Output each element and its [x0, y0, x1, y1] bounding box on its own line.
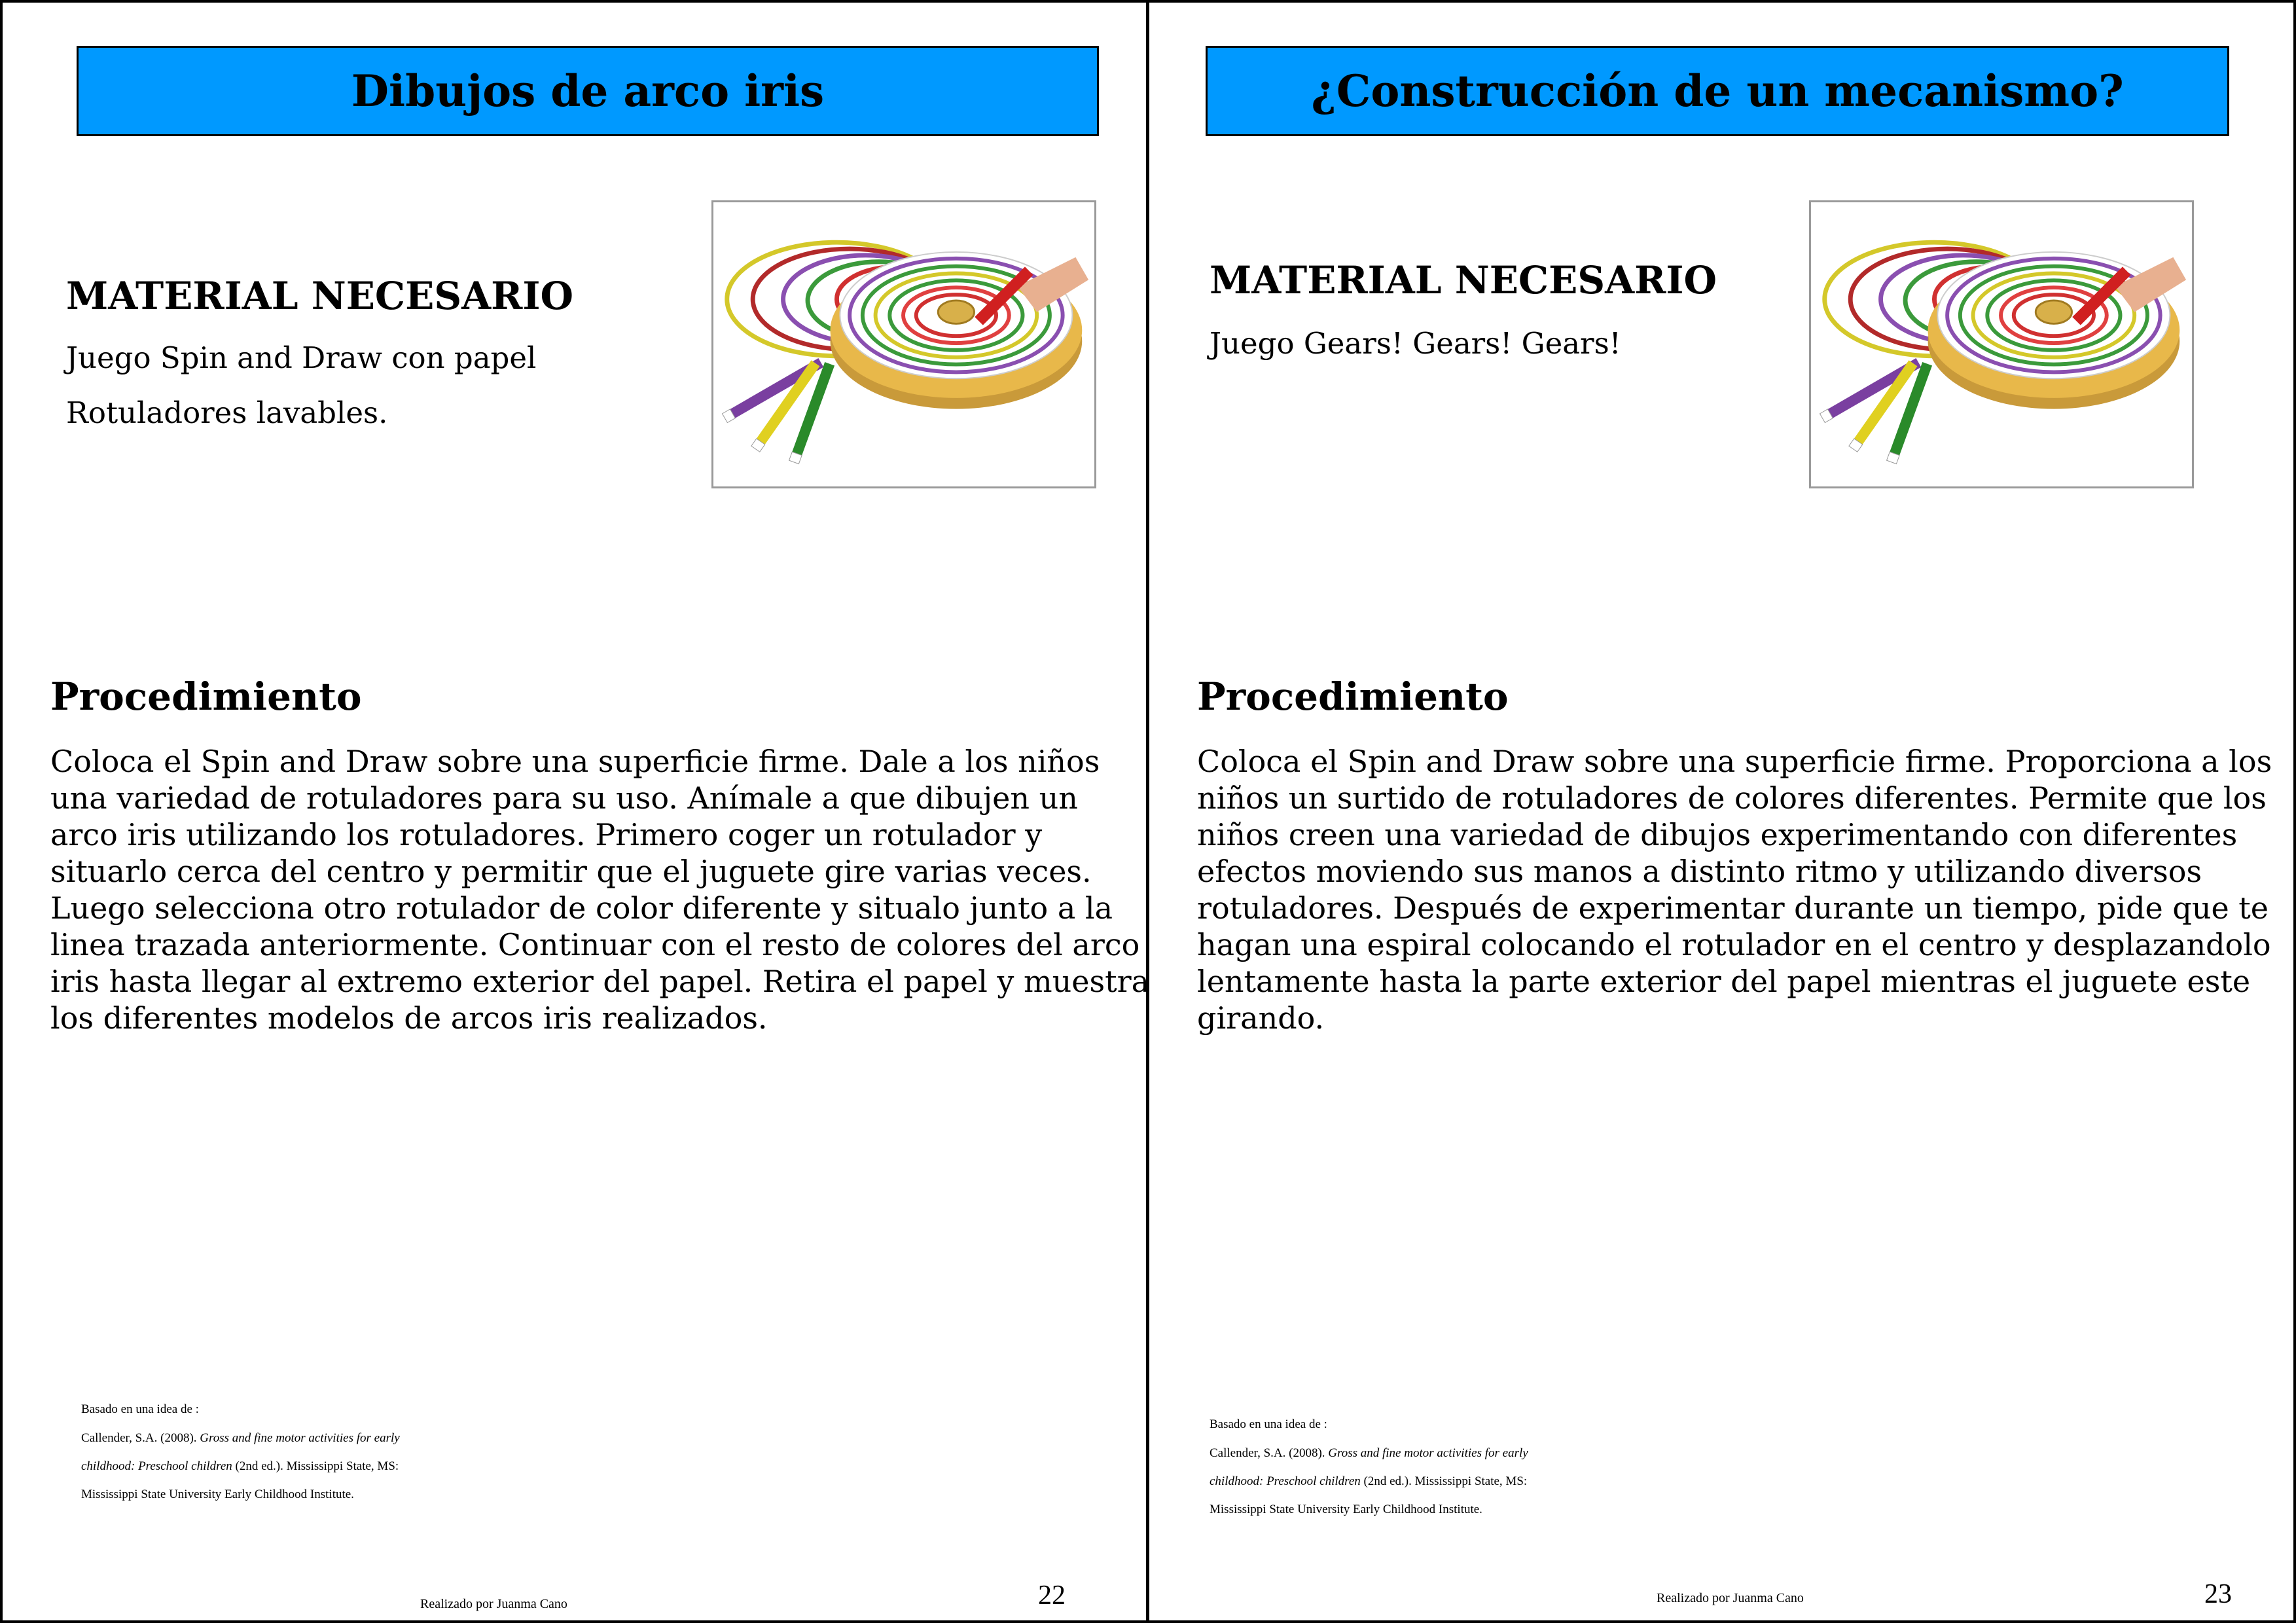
- procedure-line: Coloca el Spin and Draw sobre una superficie firme. Dale a los niños: [50, 744, 1100, 779]
- procedure-heading: Procedimiento: [50, 674, 362, 719]
- spin-and-draw-photo: [1809, 200, 2194, 488]
- page-title: ¿Construcción de un mecanismo?: [1206, 46, 2229, 136]
- material-item: Juego Spin and Draw con papel: [66, 340, 537, 375]
- reference-publisher: (2nd ed.). Mississippi State, MS:: [1360, 1474, 1528, 1488]
- footer-credit: Realizado por Juanma Cano: [1657, 1591, 1804, 1605]
- procedure-line: hagan una espiral colocando el rotulador en el centro y desplazandolo: [1197, 927, 2271, 962]
- reference-author: Callender, S.A. (2008).: [81, 1431, 200, 1445]
- reference-institute: Mississippi State University Early Childhood Institute.: [81, 1487, 354, 1501]
- page-number: 23: [2204, 1579, 2232, 1609]
- spin-and-draw-toy-photo-icon: [713, 202, 1094, 486]
- spin-and-draw-photo: [711, 200, 1096, 488]
- procedure-line: linea trazada anteriormente. Continuar con el resto de colores del arco: [50, 927, 1140, 962]
- material-item: Juego Gears! Gears! Gears!: [1210, 326, 1621, 361]
- reference-citation: [1210, 1474, 1527, 1489]
- procedure-line: arco iris utilizando los rotuladores. Primero coger un rotulador y: [50, 817, 1043, 852]
- material-item: Rotuladores lavables.: [66, 395, 388, 430]
- procedure-line: girando.: [1197, 1000, 1325, 1036]
- procedure-line: una variedad de rotuladores para su uso. Anímale a que dibujen un: [50, 780, 1078, 816]
- reference-intro: Basado en una idea de :: [81, 1402, 199, 1416]
- material-heading: MATERIAL NECESARIO: [1210, 258, 1717, 302]
- reference-book-title: childhood: Preschool children: [81, 1459, 232, 1473]
- reference-publisher: (2nd ed.). Mississippi State, MS:: [232, 1459, 399, 1473]
- reference-author: Callender, S.A. (2008).: [1210, 1446, 1329, 1460]
- material-heading: MATERIAL NECESARIO: [66, 274, 574, 318]
- reference-book-title: Gross and fine motor activities for early: [200, 1431, 400, 1445]
- page-title: Dibujos de arco iris: [77, 46, 1099, 136]
- procedure-line: los diferentes modelos de arcos iris realizados.: [50, 1000, 768, 1036]
- procedure-line: efectos moviendo sus manos a distinto ritmo y utilizando diversos: [1197, 854, 2202, 889]
- reference-citation: [81, 1431, 400, 1446]
- procedure-line: situarlo cerca del centro y permitir que el juguete gire varias veces.: [50, 854, 1092, 889]
- reference-institute: Mississippi State University Early Childhood Institute.: [1210, 1503, 1482, 1516]
- procedure-line: niños creen una variedad de dibujos experimentando con diferentes: [1197, 817, 2238, 852]
- procedure-line: Luego selecciona otro rotulador de color diferente y situalo junto a la: [50, 890, 1113, 926]
- reference-citation: [81, 1459, 399, 1474]
- footer-credit: Realizado por Juanma Cano: [420, 1597, 567, 1611]
- procedure-line: lentamente hasta la parte exterior del papel mientras el juguete este: [1197, 964, 2251, 999]
- spin-and-draw-toy-photo-icon: [1811, 202, 2192, 486]
- procedure-line: niños un surtido de rotuladores de colores diferentes. Permite que los: [1197, 780, 2267, 816]
- reference-citation: [1210, 1446, 1528, 1461]
- procedure-heading: Procedimiento: [1197, 674, 1509, 719]
- procedure-line: Coloca el Spin and Draw sobre una superficie firme. Proporciona a los: [1197, 744, 2272, 779]
- page-number: 22: [1038, 1580, 1066, 1611]
- reference-book-title: childhood: Preschool children: [1210, 1474, 1361, 1488]
- reference-book-title: Gross and fine motor activities for early: [1328, 1446, 1528, 1460]
- procedure-line: rotuladores. Después de experimentar durante un tiempo, pide que te: [1197, 890, 2269, 926]
- procedure-line: iris hasta llegar al extremo exterior del papel. Retira el papel y muestra: [50, 964, 1149, 999]
- reference-intro: Basado en una idea de :: [1210, 1417, 1327, 1431]
- right-page: [1149, 0, 2296, 1623]
